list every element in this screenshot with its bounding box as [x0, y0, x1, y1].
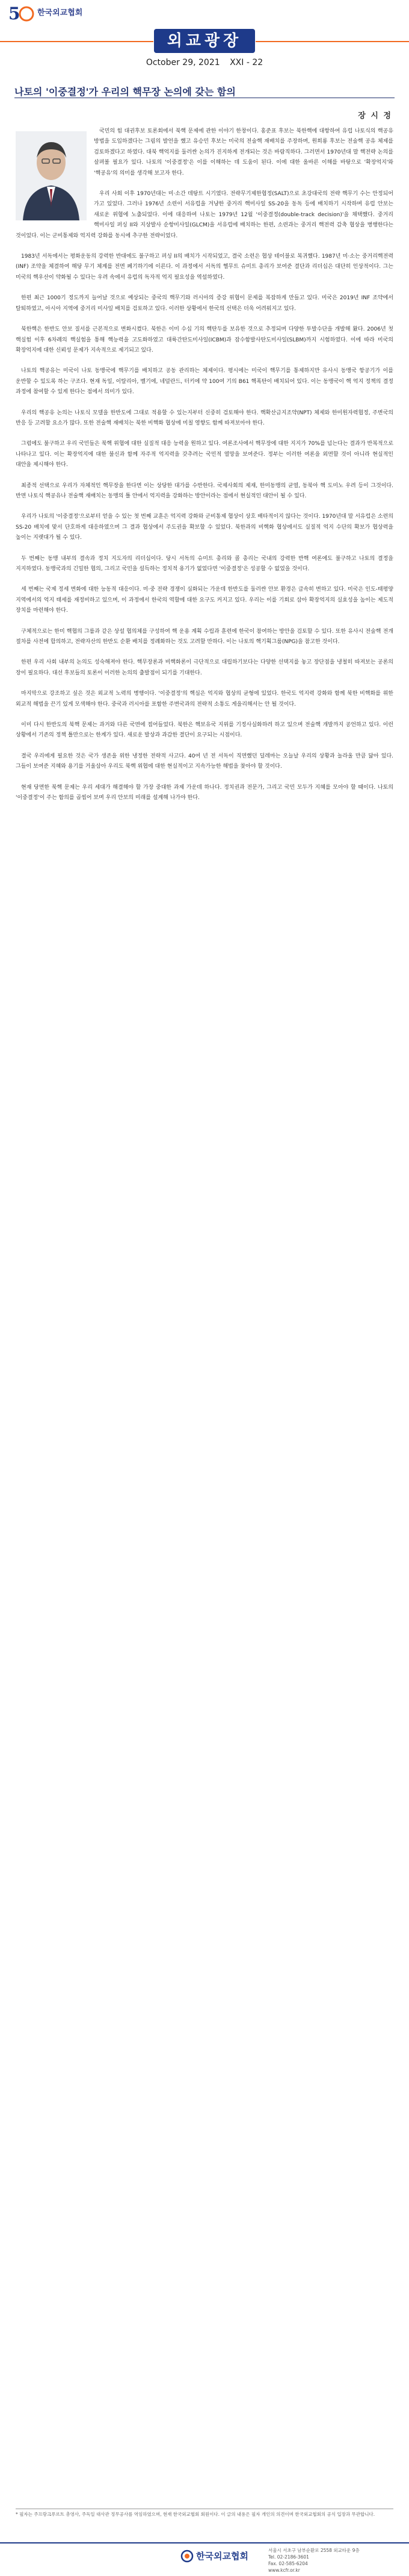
- footer-fax: Fax. 02-585-6204: [268, 2561, 308, 2566]
- article-paragraph: 최종적 선택으로 우리가 자체적인 핵무장을 한다면 이는 상당한 대가를 수반한다. 국제사회의 제재, 한미동맹의 균열, 동북아 핵 도미노 우려 등이 그것이다. 반면 나토식 핵공유나 전술핵 재배치는 동맹의 틀 안에서 억지력을 강화하는 방안이라는 점에서 현실적인 대안이 될 수 있다.: [16, 482, 393, 499]
- article-paragraph: 마지막으로 강조하고 싶은 것은 외교적 노력의 병행이다. '이중결정'의 핵심은 억지와 협상의 균형에 있었다. 한국도 억지력 강화와 함께 북한 비핵화를 위한 외교적 해법을 끈기 있게 모색해야 한다. 중국과 러시아를 포함한 주변국과의 전략적 소통도 게을리해서는 안 될 것이다.: [16, 691, 393, 708]
- article-paragraph: 현재 당면한 북핵 문제는 우리 세대가 해결해야 할 가장 중대한 과제 가운데 하나다. 정치권과 전문가, 그리고 국민 모두가 지혜를 모아야 할 때이다. 나토의 '이중결정'이 주는 함의를 곱씹어 보며 우리 안보의 미래를 설계해 나가야 한다.: [16, 784, 393, 801]
- footer-contact: [268, 2547, 407, 2574]
- article-paragraph: 두 번째는 동맹 내부의 결속과 정치 지도자의 리더십이다. 당시 서독의 슈미트 총리와 콜 총리는 국내의 강력한 반핵 여론에도 불구하고 나토의 결정을 지지하였다. 동맹국과의 긴밀한 협의, 그리고 국민을 설득하는 정치적 용기가 없었다면 '이중결정'은 성공할 수 없었을 것이다.: [16, 555, 393, 572]
- article-headline: 나토의 '이중결정'가 우리의 핵무장 논의에 갖는 함의: [14, 86, 236, 98]
- issue-number: XXI - 22: [230, 58, 263, 67]
- article-paragraph: 우리 사회 이후 1970년대는 미·소간 데탕트 시기였다. 전략무기제한협정(SALT)으로 초강대국의 전략 핵무기 수는 안정되어 가고 있었다. 그러나 1976년 소련이 서유럽을 겨냥한 중거리 핵미사일 SS-20을 동독 등에 배치하기 시작하며 유럽 안보는 새로운 위협에 노출되었다. 이에 대응하여 나토는 1979년 12월 '이중결정(double-track decision)'을 채택했다. 중거리 핵미사일 퍼싱 II와 지상발사 순항미사일(GLCM)을 서유럽에 배치하는 한편, 소련과는 중거리 핵전력 감축 협상을 병행한다는 것이었다. 이는 군비통제와 억지력 강화를 동시에 추구한 전략이었다.: [16, 191, 393, 239]
- issue-date: October 29, 2021: [146, 58, 220, 67]
- footer-org-name: 한국외교협회: [196, 2551, 248, 2562]
- article-paragraph: 북한핵은 한반도 안보 질서를 근본적으로 변화시켰다. 북한은 이미 수십 기의 핵탄두를 보유한 것으로 추정되며 다양한 투발수단을 개발해 왔다. 2006년 첫 핵실험 이후 6차례의 핵실험을 통해 핵능력을 고도화하였고 대륙간탄도미사일(ICBM)과 잠수함발사탄도미사일(SLBM)까지 시험하였다. 이에 따라 미국의 확장억지에 대한 신뢰성 문제가 지속적으로 제기되고 있다.: [16, 326, 393, 353]
- article-paragraph: 구체적으로는 한미 핵협의 그룹과 같은 상설 협의체를 구성하여 핵 운용 계획 수립과 훈련에 한국이 참여하는 방안을 검토할 수 있다. 또한 유사시 전술핵 전개 절차를 사전에 합의하고, 전략자산의 한반도 순환 배치를 정례화하는 것도 고려할 만하다. 이는 나토의 핵기획그룹(NPG)을 참고한 것이다.: [16, 628, 393, 646]
- article-paragraph: 그럼에도 불구하고 우리 국민들은 북핵 위협에 대한 실질적 대응 능력을 원하고 있다. 여론조사에서 핵무장에 대한 지지가 70%를 넘는다는 결과가 반복적으로 나타나고 있다. 이는 확장억지에 대한 불신과 함께 자주적 억지력을 갖추려는 국민적 열망을 보여준다. 정부는 이러한 여론을 외면할 것이 아니라 현실적인 대안을 제시해야 한다.: [16, 441, 393, 468]
- article-author: 장 시 정: [358, 111, 392, 120]
- article-paragraph: 이미 다시 한반도의 북핵 문제는 과거와 다른 국면에 접어들었다. 북한은 핵보유국 지위를 기정사실화하려 하고 있으며 전술핵 개발까지 공언하고 있다. 이런 상황에서 기존의 정책 틀만으로는 한계가 있다. 새로운 발상과 과감한 결단이 요구되는 시점이다.: [16, 722, 393, 739]
- issue-info: [0, 58, 409, 67]
- article-paragraph: 나토의 핵공유는 미국이 나토 동맹국에 핵무기를 배치하고 공동 관리하는 체제이다. 평시에는 미국이 핵무기를 통제하지만 유사시 동맹국 항공기가 이를 운반할 수 있도록 하는 구조다. 현재 독일, 이탈리아, 벨기에, 네덜란드, 터키에 약 100여 기의 B61 핵폭탄이 배치되어 있다. 이는 동맹국이 핵 억지 정책의 결정 과정에 참여할 수 있게 한다는 점에서 의미가 있다.: [16, 368, 393, 396]
- footer-web[interactable]: www.kcfr.or.kr: [268, 2568, 300, 2573]
- divider: [0, 41, 153, 42]
- article-paragraph: 한편 우리 사회 내부의 논의도 성숙해져야 한다. 핵무장론과 비핵화론이 극단적으로 대립하기보다는 다양한 선택지를 놓고 장단점을 냉철히 따져보는 공론의 장이 필요하다. 대선 후보들의 토론이 이러한 논의의 출발점이 되기를 기대한다.: [16, 659, 393, 676]
- article-body: [16, 126, 393, 814]
- org-logo-icon: [180, 2550, 194, 2563]
- article-paragraph: 한편 최근 1000기 정도까지 늘어날 것으로 예상되는 중국의 핵무기와 러시아의 증강 위협이 문제를 복잡하게 만들고 있다. 미국은 2019년 INF 조약에서 탈퇴하였고, 아시아 지역에 중거리 미사일 배치를 검토하고 있다. 이러한 상황에서 한국의 선택은 더욱 어려워지고 있다.: [16, 295, 393, 312]
- footnote: * 필자는 주프랑크푸르트 총영사, 주독일 대사관 정무공사를 역임하였으며, 현재 한국외교협회 회원이다. 이 글의 내용은 필자 개인의 의견이며 한국외교협회의 공식 입장과 무관합니다.: [16, 2512, 375, 2517]
- page-header: [0, 0, 409, 26]
- article-paragraph: 우리가 나토의 '이중결정'으로부터 얻을 수 있는 첫 번째 교훈은 억지력 강화와 군비통제 협상이 상호 배타적이지 않다는 것이다. 1970년대 말 서유럽은 소련의 SS-20 배치에 맞서 단호하게 대응하였으며 그 결과 협상에서 주도권을 확보할 수 있었다. 북한과의 비핵화 협상에서도 실질적 억지 수단의 확보가 협상력을 높이는 지렛대가 될 수 있다.: [16, 514, 393, 541]
- article-paragraph: 국민의 힘 대권후보 토론회에서 북핵 문제에 관한 이야기 한창이다. 홍준표 후보는 북한핵에 대항하여 유럽 나토식의 핵공유 방법을 도입하겠다는 그림의 발언을 했고 유승민 후보는 미국의 전술핵 재배치를 주장하며, 원희룡 후보는 전술핵 공유 체제를 검토하겠다고 하였다. 대북 핵억지를 둘러싼 논의가 진지하게 전개되는 것은 바람직하다. 그러면서 1970년대 말 핵전략 논의를 살펴볼 필요가 있다. 나토의 '이중결정'은 이를 이해하는 데 도움이 된다. 이에 대한 올바른 이해를 바탕으로 '확장억지'와 '핵공유'의 의미를 생각해 보고자 한다.: [94, 128, 393, 176]
- article-paragraph: 결국 우리에게 필요한 것은 국가 생존을 위한 냉정한 전략적 사고다. 40여 년 전 서독이 직면했던 딜레마는 오늘날 우리의 상황과 놀라울 만큼 닮아 있다. 그들이 보여준 지혜와 용기를 거울삼아 우리도 북핵 위협에 대한 현실적이고 지속가능한 해법을 찾아야 할 것이다.: [16, 753, 393, 770]
- svg-text:5: 5: [8, 4, 20, 23]
- divider: [256, 41, 409, 42]
- footer-address: 서울시 서초구 남부순환로 2558 외교타운 9층: [268, 2548, 360, 2553]
- article-paragraph: 세 번째는 국제 정세 변화에 대한 능동적 대응이다. 미·중 전략 경쟁이 심화되는 가운데 한반도를 둘러싼 안보 환경은 급속히 변하고 있다. 미국은 인도-태평양 지역에서의 억지 태세를 재정비하고 있으며, 이 과정에서 한국의 역할에 대한 요구도 커지고 있다. 우리는 이를 기회로 삼아 확장억지의 실효성을 높이는 제도적 장치를 마련해야 한다.: [16, 586, 393, 614]
- anniversary-logo-icon: [8, 4, 35, 23]
- article-paragraph: 우리의 핵공유 논의는 나토식 모델을 한반도에 그대로 적용할 수 있는지부터 신중히 검토해야 한다. 핵확산금지조약(NPT) 체제와 한미원자력협정, 주변국의 반응 등 고려할 요소가 많다. 또한 전술핵 재배치는 북한 비핵화 협상에 미칠 영향도 함께 따져보아야 한다.: [16, 409, 393, 426]
- article-paragraph: 1983년 서독에서는 평화운동의 강력한 반대에도 불구하고 퍼싱 II의 배치가 시작되었고, 결국 소련은 협상 테이블로 복귀했다. 1987년 미·소는 중거리핵전력(INF) 조약을 체결하여 해당 무기 체계를 전면 폐기하기에 이른다. 이 과정에서 서독의 헬무트 슈미트 총리가 보여준 결단과 리더십은 대단히 인상적이다. 그는 미국의 핵우산이 약화될 수 있다는 우려 속에서 유럽의 독자적 억지 필요성을 역설하였다.: [16, 254, 393, 281]
- org-name: 한국외교협회: [37, 8, 83, 17]
- newsletter-title: 외교광장: [154, 29, 255, 53]
- footer-tel: Tel. 02-2186-3601: [268, 2554, 309, 2560]
- photo-spacer: [16, 126, 94, 223]
